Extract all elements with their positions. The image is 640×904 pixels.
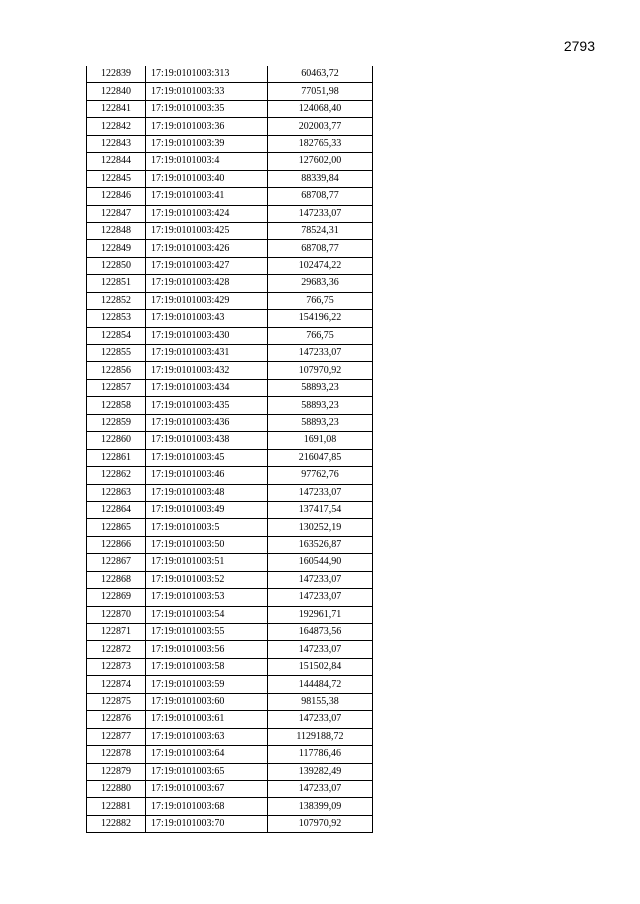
table-row [87, 624, 373, 641]
cadastral-value-cell: 138399,09 [268, 798, 373, 815]
row-id-cell: 122849 [87, 240, 146, 257]
cadastral-value-cell: 216047,85 [268, 449, 373, 466]
cadastral-number-cell: 17:19:0101003:427 [146, 257, 268, 274]
row-id-cell: 122839 [87, 66, 146, 83]
cadastral-value-cell: 137417,54 [268, 501, 373, 518]
cadastral-number-cell: 17:19:0101003:426 [146, 240, 268, 257]
table-row [87, 170, 373, 187]
cadastral-number-cell: 17:19:0101003:313 [146, 66, 268, 83]
cadastral-number-cell: 17:19:0101003:65 [146, 763, 268, 780]
row-id-cell: 122878 [87, 746, 146, 763]
row-id-cell: 122864 [87, 501, 146, 518]
table-row [87, 66, 373, 83]
table-body [87, 66, 373, 833]
cadastral-value-cell: 151502,84 [268, 658, 373, 675]
cadastral-value-cell: 147233,07 [268, 484, 373, 501]
cadastral-number-cell: 17:19:0101003:428 [146, 275, 268, 292]
cadastral-number-cell: 17:19:0101003:70 [146, 815, 268, 832]
table-row [87, 554, 373, 571]
table-row [87, 449, 373, 466]
cadastral-number-cell: 17:19:0101003:49 [146, 501, 268, 518]
cadastral-value-cell: 182765,33 [268, 135, 373, 152]
row-id-cell: 122870 [87, 606, 146, 623]
row-id-cell: 122880 [87, 780, 146, 797]
row-id-cell: 122850 [87, 257, 146, 274]
cadastral-value-cell: 127602,00 [268, 153, 373, 170]
cadastral-value-cell: 68708,77 [268, 188, 373, 205]
row-id-cell: 122873 [87, 658, 146, 675]
table-row [87, 693, 373, 710]
cadastral-number-cell: 17:19:0101003:41 [146, 188, 268, 205]
row-id-cell: 122882 [87, 815, 146, 832]
cadastral-number-cell: 17:19:0101003:43 [146, 310, 268, 327]
row-id-cell: 122851 [87, 275, 146, 292]
table-row [87, 746, 373, 763]
cadastral-value-cell: 147233,07 [268, 589, 373, 606]
cadastral-number-cell: 17:19:0101003:67 [146, 780, 268, 797]
cadastral-value-cell: 766,75 [268, 292, 373, 309]
cadastral-value-cell: 192961,71 [268, 606, 373, 623]
cadastral-number-cell: 17:19:0101003:36 [146, 118, 268, 135]
cadastral-value-cell: 160544,90 [268, 554, 373, 571]
table-row [87, 519, 373, 536]
cadastral-value-cell: 147233,07 [268, 780, 373, 797]
cadastral-value-cell: 139282,49 [268, 763, 373, 780]
table-row [87, 815, 373, 832]
row-id-cell: 122860 [87, 432, 146, 449]
table-row [87, 432, 373, 449]
page-number: 2793 [563, 38, 595, 54]
cadastral-value-cell: 1691,08 [268, 432, 373, 449]
row-id-cell: 122879 [87, 763, 146, 780]
table-row [87, 780, 373, 797]
row-id-cell: 122853 [87, 310, 146, 327]
table-row [87, 379, 373, 396]
row-id-cell: 122868 [87, 571, 146, 588]
row-id-cell: 122869 [87, 589, 146, 606]
cadastral-value-cell: 68708,77 [268, 240, 373, 257]
cadastral-value-cell: 29683,36 [268, 275, 373, 292]
cadastral-value-cell: 107970,92 [268, 815, 373, 832]
row-id-cell: 122862 [87, 467, 146, 484]
cadastral-number-cell: 17:19:0101003:51 [146, 554, 268, 571]
cadastral-value-cell: 102474,22 [268, 257, 373, 274]
table-row [87, 222, 373, 239]
row-id-cell: 122867 [87, 554, 146, 571]
cadastral-number-cell: 17:19:0101003:58 [146, 658, 268, 675]
table-row [87, 658, 373, 675]
table-row [87, 83, 373, 100]
cadastral-value-cell: 164873,56 [268, 624, 373, 641]
row-id-cell: 122871 [87, 624, 146, 641]
cadastral-number-cell: 17:19:0101003:68 [146, 798, 268, 815]
table-row [87, 275, 373, 292]
row-id-cell: 122845 [87, 170, 146, 187]
cadastral-number-cell: 17:19:0101003:64 [146, 746, 268, 763]
row-id-cell: 122841 [87, 100, 146, 117]
table-row [87, 467, 373, 484]
table-row [87, 589, 373, 606]
cadastral-number-cell: 17:19:0101003:425 [146, 222, 268, 239]
cadastral-number-cell: 17:19:0101003:33 [146, 83, 268, 100]
cadastral-number-cell: 17:19:0101003:50 [146, 536, 268, 553]
table-row [87, 606, 373, 623]
cadastral-number-cell: 17:19:0101003:53 [146, 589, 268, 606]
table-row [87, 571, 373, 588]
row-id-cell: 122877 [87, 728, 146, 745]
row-id-cell: 122872 [87, 641, 146, 658]
cadastral-number-cell: 17:19:0101003:432 [146, 362, 268, 379]
table-row [87, 676, 373, 693]
cadastral-number-cell: 17:19:0101003:45 [146, 449, 268, 466]
row-id-cell: 122881 [87, 798, 146, 815]
cadastral-number-cell: 17:19:0101003:52 [146, 571, 268, 588]
row-id-cell: 122863 [87, 484, 146, 501]
cadastral-value-cell: 98155,38 [268, 693, 373, 710]
row-id-cell: 122874 [87, 676, 146, 693]
row-id-cell: 122866 [87, 536, 146, 553]
cadastral-number-cell: 17:19:0101003:435 [146, 397, 268, 414]
cadastral-value-cell: 130252,19 [268, 519, 373, 536]
table-row [87, 205, 373, 222]
row-id-cell: 122856 [87, 362, 146, 379]
table-row [87, 763, 373, 780]
cadastral-value-cell: 97762,76 [268, 467, 373, 484]
cadastral-value-table [86, 66, 373, 833]
cadastral-number-cell: 17:19:0101003:56 [146, 641, 268, 658]
cadastral-number-cell: 17:19:0101003:436 [146, 414, 268, 431]
cadastral-number-cell: 17:19:0101003:429 [146, 292, 268, 309]
cadastral-number-cell: 17:19:0101003:54 [146, 606, 268, 623]
cadastral-value-cell: 1129188,72 [268, 728, 373, 745]
row-id-cell: 122848 [87, 222, 146, 239]
table-row [87, 484, 373, 501]
cadastral-value-cell: 88339,84 [268, 170, 373, 187]
cadastral-value-cell: 147233,07 [268, 345, 373, 362]
row-id-cell: 122847 [87, 205, 146, 222]
row-id-cell: 122865 [87, 519, 146, 536]
cadastral-number-cell: 17:19:0101003:60 [146, 693, 268, 710]
cadastral-value-cell: 154196,22 [268, 310, 373, 327]
cadastral-number-cell: 17:19:0101003:46 [146, 467, 268, 484]
cadastral-value-cell: 58893,23 [268, 414, 373, 431]
row-id-cell: 122859 [87, 414, 146, 431]
cadastral-number-cell: 17:19:0101003:430 [146, 327, 268, 344]
cadastral-number-cell: 17:19:0101003:431 [146, 345, 268, 362]
table-row [87, 153, 373, 170]
table-row [87, 345, 373, 362]
cadastral-number-cell: 17:19:0101003:424 [146, 205, 268, 222]
cadastral-value-cell: 147233,07 [268, 711, 373, 728]
cadastral-value-cell: 202003,77 [268, 118, 373, 135]
table-row [87, 310, 373, 327]
cadastral-number-cell: 17:19:0101003:39 [146, 135, 268, 152]
table-row [87, 798, 373, 815]
cadastral-value-cell: 144484,72 [268, 676, 373, 693]
row-id-cell: 122840 [87, 83, 146, 100]
cadastral-value-cell: 163526,87 [268, 536, 373, 553]
table-row [87, 100, 373, 117]
row-id-cell: 122844 [87, 153, 146, 170]
table-row [87, 536, 373, 553]
cadastral-value-cell: 78524,31 [268, 222, 373, 239]
cadastral-value-cell: 117786,46 [268, 746, 373, 763]
table-row [87, 240, 373, 257]
cadastral-value-cell: 147233,07 [268, 205, 373, 222]
table-row [87, 501, 373, 518]
cadastral-number-cell: 17:19:0101003:48 [146, 484, 268, 501]
row-id-cell: 122875 [87, 693, 146, 710]
table-row [87, 135, 373, 152]
cadastral-value-cell: 58893,23 [268, 397, 373, 414]
row-id-cell: 122843 [87, 135, 146, 152]
cadastral-number-cell: 17:19:0101003:5 [146, 519, 268, 536]
table-row [87, 728, 373, 745]
cadastral-value-cell: 60463,72 [268, 66, 373, 83]
cadastral-number-cell: 17:19:0101003:438 [146, 432, 268, 449]
cadastral-value-cell: 147233,07 [268, 571, 373, 588]
cadastral-number-cell: 17:19:0101003:63 [146, 728, 268, 745]
cadastral-value-cell: 124068,40 [268, 100, 373, 117]
row-id-cell: 122846 [87, 188, 146, 205]
cadastral-number-cell: 17:19:0101003:55 [146, 624, 268, 641]
row-id-cell: 122854 [87, 327, 146, 344]
table-row [87, 397, 373, 414]
cadastral-value-cell: 107970,92 [268, 362, 373, 379]
cadastral-number-cell: 17:19:0101003:35 [146, 100, 268, 117]
table-row [87, 641, 373, 658]
cadastral-number-cell: 17:19:0101003:61 [146, 711, 268, 728]
cadastral-number-cell: 17:19:0101003:4 [146, 153, 268, 170]
row-id-cell: 122842 [87, 118, 146, 135]
table-row [87, 414, 373, 431]
table-row [87, 118, 373, 135]
table-row [87, 327, 373, 344]
cadastral-number-cell: 17:19:0101003:434 [146, 379, 268, 396]
cadastral-value-cell: 77051,98 [268, 83, 373, 100]
row-id-cell: 122857 [87, 379, 146, 396]
cadastral-value-cell: 147233,07 [268, 641, 373, 658]
cadastral-number-cell: 17:19:0101003:40 [146, 170, 268, 187]
cadastral-number-cell: 17:19:0101003:59 [146, 676, 268, 693]
row-id-cell: 122852 [87, 292, 146, 309]
cadastral-value-cell: 58893,23 [268, 379, 373, 396]
table-row [87, 188, 373, 205]
row-id-cell: 122861 [87, 449, 146, 466]
row-id-cell: 122876 [87, 711, 146, 728]
table-row [87, 362, 373, 379]
table-row [87, 292, 373, 309]
row-id-cell: 122858 [87, 397, 146, 414]
cadastral-value-cell: 766,75 [268, 327, 373, 344]
table-row [87, 711, 373, 728]
row-id-cell: 122855 [87, 345, 146, 362]
table-row [87, 257, 373, 274]
